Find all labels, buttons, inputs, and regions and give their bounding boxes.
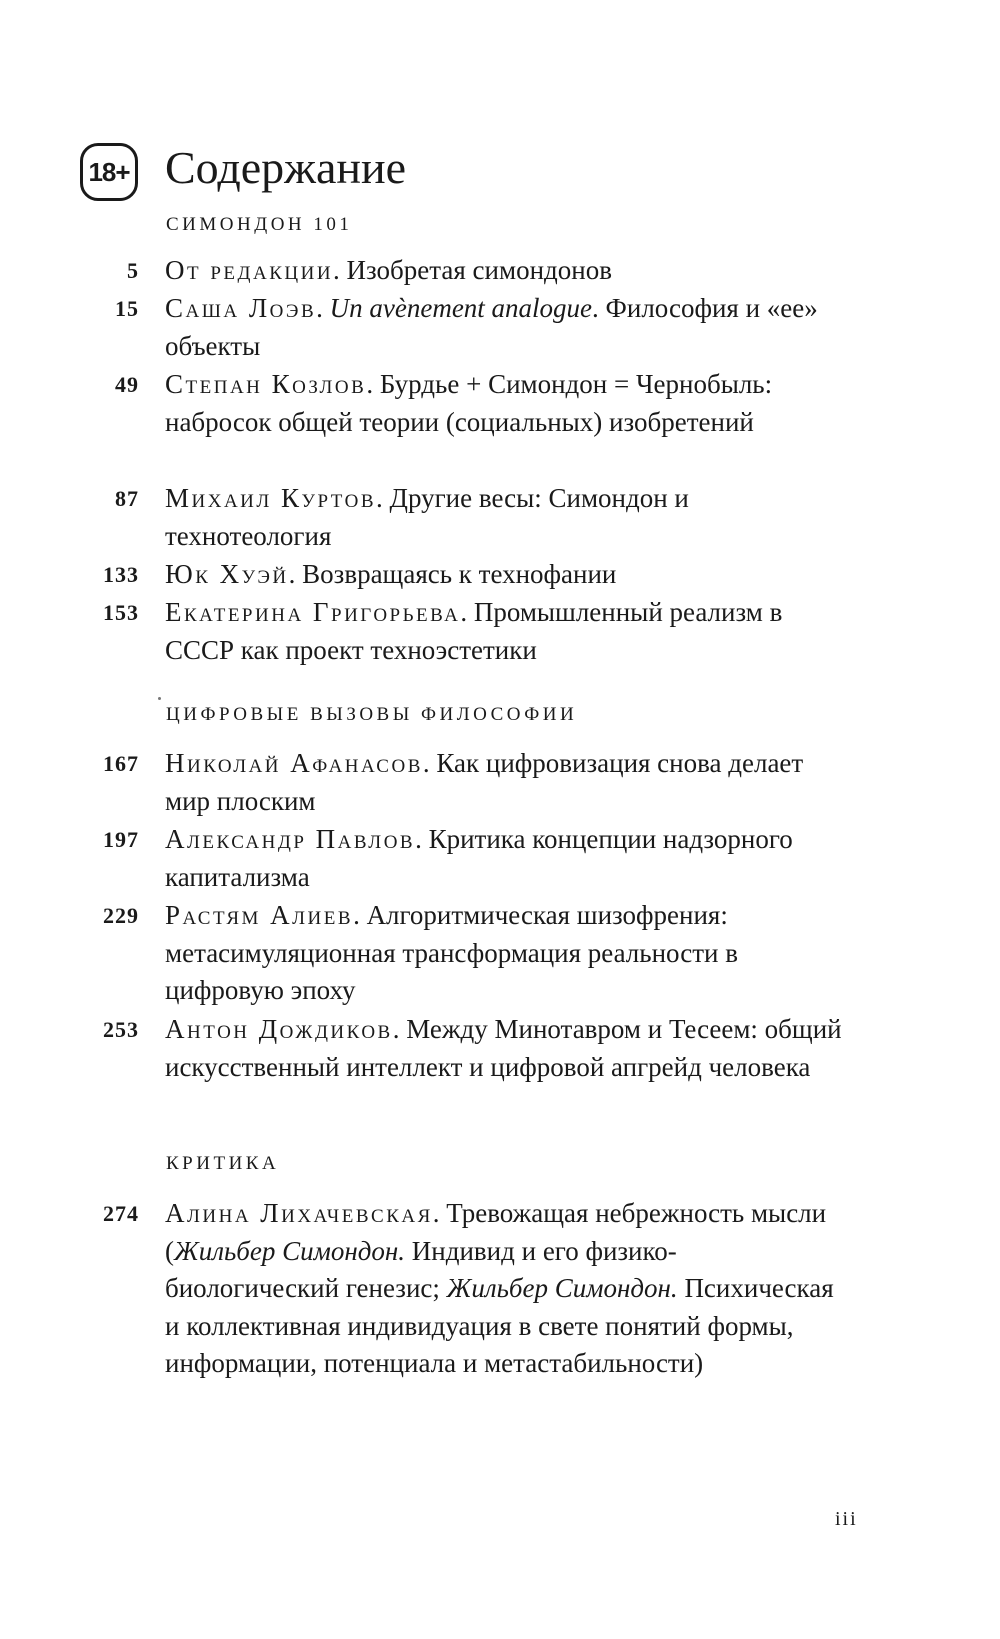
entry-text [165,745,845,820]
entry-title-part: Индивид и его физико-биологический генезис; [165,1235,677,1304]
entry-separator: . [432,1198,447,1228]
entry-separator: . [353,900,367,930]
entry-title-part: Психическая и коллективная индивидуация в свете понятий формы, информации, потенциала и метастабильности) [165,1273,834,1379]
entry-author: От редакции [165,255,334,285]
entry-author: Екатерина Григорьева [165,597,461,627]
entry-text [165,594,845,669]
entry-title: . Философия и «ее» объекты [165,293,818,361]
section-heading: КРИТИКА [166,1153,280,1174]
entry-title-italic: Un avènement analogue [329,293,593,323]
toc-entry [95,594,855,669]
toc-entry [95,745,855,820]
entry-reference-italic: Жильбер Симондон. [446,1273,678,1304]
entry-title: Критика концепции надзорного капитализма [165,824,793,892]
entry-separator: . [392,1014,407,1044]
print-speck [158,697,161,700]
toc-entry [95,366,855,441]
page-number: 87 [115,486,139,511]
section-heading: ЦИФРОВЫЕ ВЫЗОВЫ ФИЛОСОФИИ [166,704,578,725]
page-number: 274 [103,1201,139,1226]
entry-text [165,1011,845,1086]
entry-title: Между Минотавром и Тесеем: общий искусственный интеллект и цифровой апгрейд человека [165,1014,842,1082]
age-rating-text: 18+ [88,156,130,187]
entry-title: Алгоритмическая шизофрения: метасимуляционная трансформация реальности в цифровую эпоху [165,900,738,1006]
entry-text [165,1195,845,1383]
page-number: 153 [103,600,139,625]
toc-entry [95,821,855,896]
entry-separator: . [288,559,303,589]
entry-author: Александр Павлов [165,824,416,854]
section-heading: СИМОНДОН 101 [166,214,353,235]
entry-author: Саша Лоэв [165,293,317,323]
entry-text [165,290,845,365]
page-number: 133 [103,562,139,587]
page-number: 5 [127,258,139,283]
entry-separator: . [333,255,347,285]
entry-text [165,252,845,290]
page-number: 197 [103,827,139,852]
entry-author: Антон Дождиков [165,1014,393,1044]
entry-author: Михаил Куртов [165,483,377,513]
toc-entry [95,1195,855,1383]
page-number: 167 [103,751,139,776]
entry-text [165,821,845,896]
toc-entry [95,897,855,1010]
entry-text [165,897,845,1010]
folio: iii [835,1508,858,1530]
entry-text [165,366,845,441]
toc-entry [95,290,855,365]
age-rating-badge [80,143,138,201]
entry-text [165,556,845,594]
entry-title: Как цифровизация снова делает мир плоским [165,748,804,816]
entry-title-part: Тревожащая небрежность мысли ( [165,1198,827,1266]
toc-entry [95,252,855,290]
entry-title: Изобретая симондонов [346,255,612,285]
entry-author: Растям Алиев [165,900,354,930]
entry-title: Бурдье + Симондон = Чернобыль: набросок общей теории (социальных) изобретений [165,369,773,437]
entry-author: Юк Хуэй [165,559,289,589]
entry-title: Возвращаясь к технофании [302,559,617,589]
entry-separator: . [316,293,330,323]
entry-author: Алина Лихачевская [165,1198,433,1228]
entry-text [165,480,845,555]
entry-author: Николай Афанасов [165,748,423,778]
entry-title: Другие весы: Симондон и технотеология [165,483,689,551]
entry-separator: . [366,369,380,399]
entry-separator: . [422,748,437,778]
toc-entry [95,480,855,555]
entry-separator: . [460,597,474,627]
entry-title: Промышленный реализм в СССР как проект техноэстетики [165,597,783,665]
page-number: 229 [103,903,139,928]
entry-separator: . [376,483,390,513]
page-number: 49 [115,372,139,397]
toc-entry [95,556,855,594]
page-title: Содержание [165,142,407,193]
entry-reference-italic: Жильбер Симондон. [174,1235,406,1266]
toc-entry [95,1011,855,1086]
entry-author: Степан Козлов [165,369,367,399]
entry-separator: . [415,824,429,854]
page-number: 253 [103,1017,139,1042]
page-number: 15 [115,296,139,321]
